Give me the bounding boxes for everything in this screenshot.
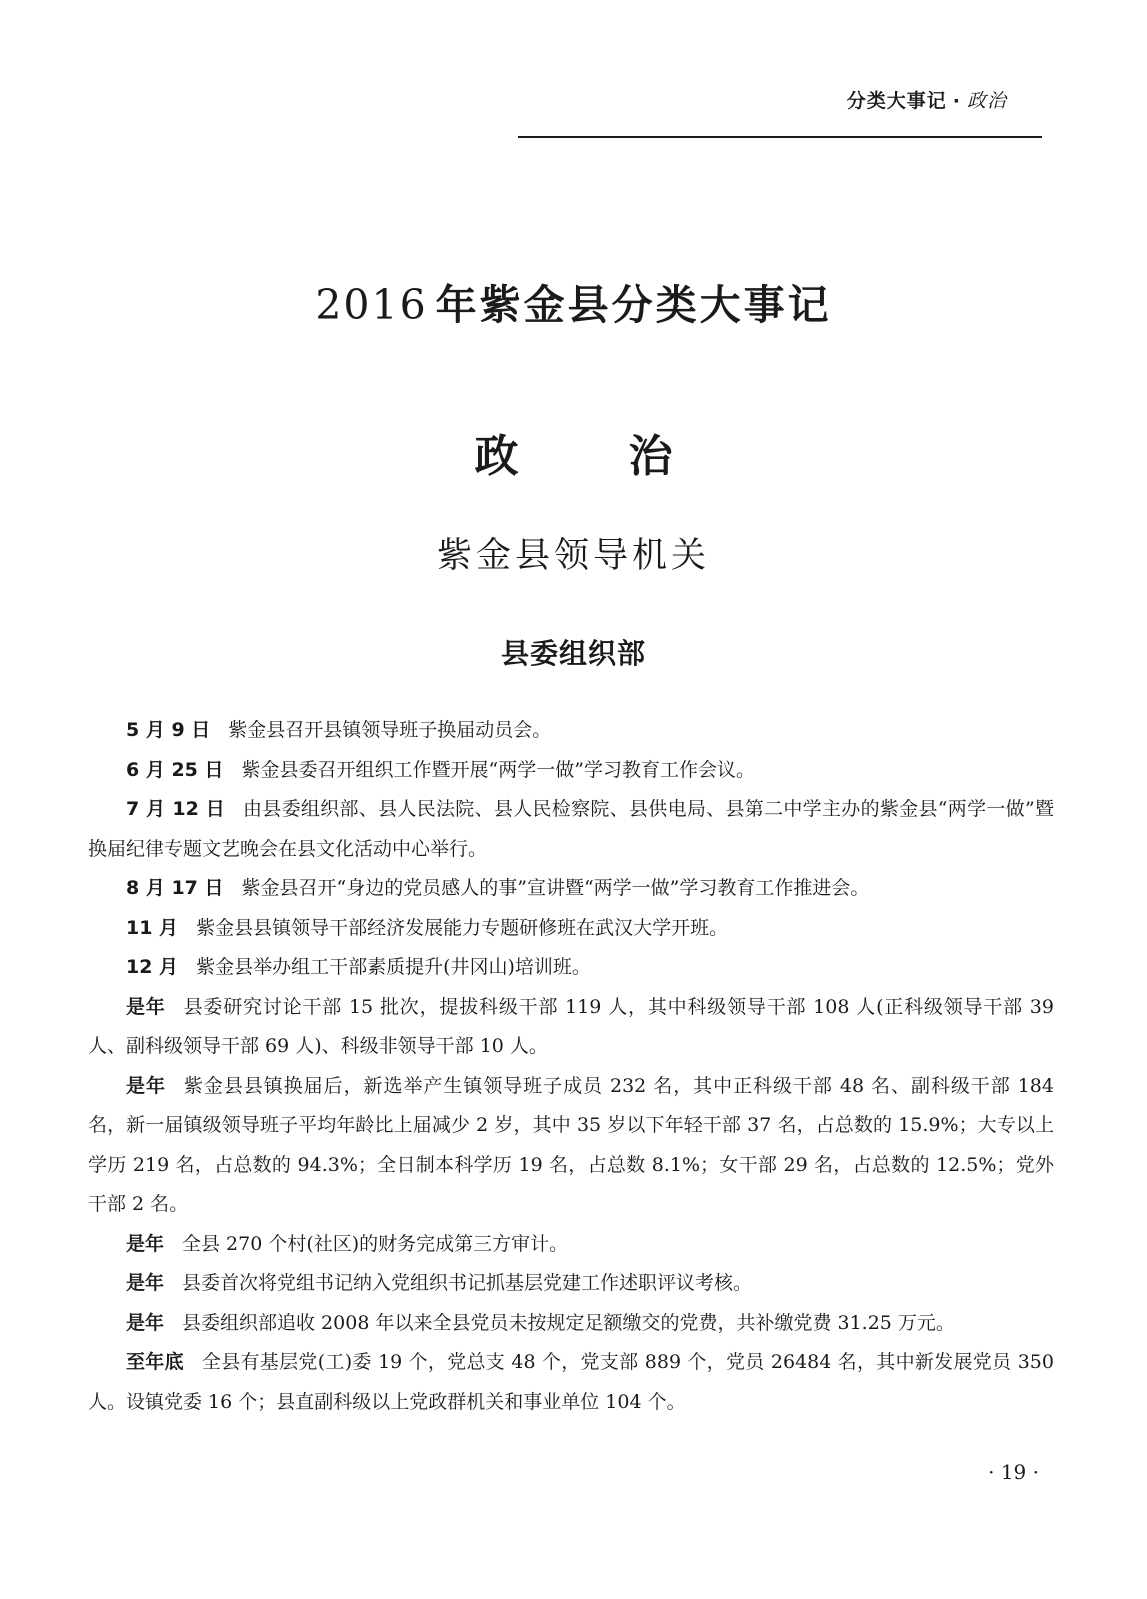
entry-date: 是年 xyxy=(126,1074,166,1097)
running-head xyxy=(847,86,1007,113)
entry-date: 7 月 12 日 xyxy=(126,798,225,820)
entry-text: 紫金县委召开组织工作暨开展“两学一做”学习教育工作会议。 xyxy=(241,758,755,781)
chronicle-entries xyxy=(88,711,1054,1422)
title-text: 年紫金县分类大事记 xyxy=(435,281,832,329)
entry xyxy=(88,1264,1054,1304)
entry-text: 全县有基层党(工)委 19 个，党总支 48 个，党支部 889 个，党员 26484 名，其中新发展党员 350 人。设镇党委 16 个；县直副科级以上党政群机关和事业单位 104 个。 xyxy=(88,1351,1054,1413)
entry-text: 紫金县举办组工干部素质提升(井冈山)培训班。 xyxy=(196,956,591,978)
entry-text: 由县委组织部、县人民法院、县人民检察院、县供电局、县第二中学主办的紫金县“两学一做”暨换届纪律专题文艺晚会在县文化活动中心举行。 xyxy=(88,798,1054,860)
running-head-separator: · xyxy=(952,90,961,112)
entry-text: 紫金县县镇领导干部经济发展能力专题研修班在武汉大学开班。 xyxy=(196,916,729,939)
entry xyxy=(88,751,1054,791)
entry xyxy=(88,869,1054,909)
entry-text: 县委组织部追收 2008 年以来全县党员未按规定足额缴交的党费，共补缴党费 31.25 万元。 xyxy=(182,1311,955,1334)
header-rule xyxy=(518,136,1042,138)
entry-date: 8 月 17 日 xyxy=(126,877,224,899)
entry-text: 紫金县召开县镇领导班子换届动员会。 xyxy=(228,719,552,741)
entry-text: 紫金县县镇换届后，新选举产生镇领导班子成员 232 名，其中正科级干部 48 名、副科级干部 184 名，新一届镇级领导班子平均年龄比上届减少 2 岁，其中 35 岁以下年轻干部 37 名，占总数的 15.9%；大专以上学历 219 名，占总数的 94.3%；全日制本科学历 19 名，占总数 8.1%；女干部 29 名，占总数的 12.5%；党外干部 2 名。 xyxy=(88,1074,1054,1215)
entry-text: 紫金县召开“身边的党员感人的事”宣讲暨“两学一做”学习教育工作推进会。 xyxy=(241,877,870,899)
entry-date: 11 月 xyxy=(126,916,179,939)
entry xyxy=(88,948,1054,988)
entry-date: 6 月 25 日 xyxy=(126,758,224,781)
running-head-section: 政治 xyxy=(966,90,1007,112)
title-year: 2016 xyxy=(315,281,428,329)
entry-date: 是年 xyxy=(126,1311,165,1334)
entry xyxy=(88,1067,1054,1225)
entry-date: 是年 xyxy=(126,1272,165,1294)
entry-text: 全县 270 个村(社区)的财务完成第三方审计。 xyxy=(182,1232,569,1255)
running-head-title: 分类大事记 xyxy=(846,90,947,112)
entry-text: 县委首次将党组书记纳入党组织书记抓基层党建工作述职评议考核。 xyxy=(182,1272,753,1294)
entry xyxy=(88,988,1054,1067)
entry xyxy=(88,909,1054,949)
entry xyxy=(88,790,1054,869)
entry-date: 至年底 xyxy=(126,1351,184,1373)
entry-date: 是年 xyxy=(126,995,166,1018)
entry-date: 12 月 xyxy=(126,956,179,978)
entry xyxy=(88,1225,1054,1265)
entry-date: 5 月 9 日 xyxy=(126,719,211,741)
document-title xyxy=(0,272,1147,331)
entry-date: 是年 xyxy=(126,1232,165,1255)
department-heading: 县委组织部 xyxy=(500,637,646,670)
page-number: · 19 · xyxy=(988,1460,1039,1484)
subsection-heading: 紫金县领导机关 xyxy=(436,536,710,576)
entry xyxy=(88,1304,1054,1344)
entry xyxy=(88,711,1054,751)
section-heading: 政治 xyxy=(474,431,783,482)
entry xyxy=(88,1343,1054,1422)
entry-text: 县委研究讨论干部 15 批次，提拔科级干部 119 人，其中科级领导干部 108 人(正科级领导干部 39 人、副科级领导干部 69 人)、科级非领导干部 10 人。 xyxy=(88,995,1054,1057)
